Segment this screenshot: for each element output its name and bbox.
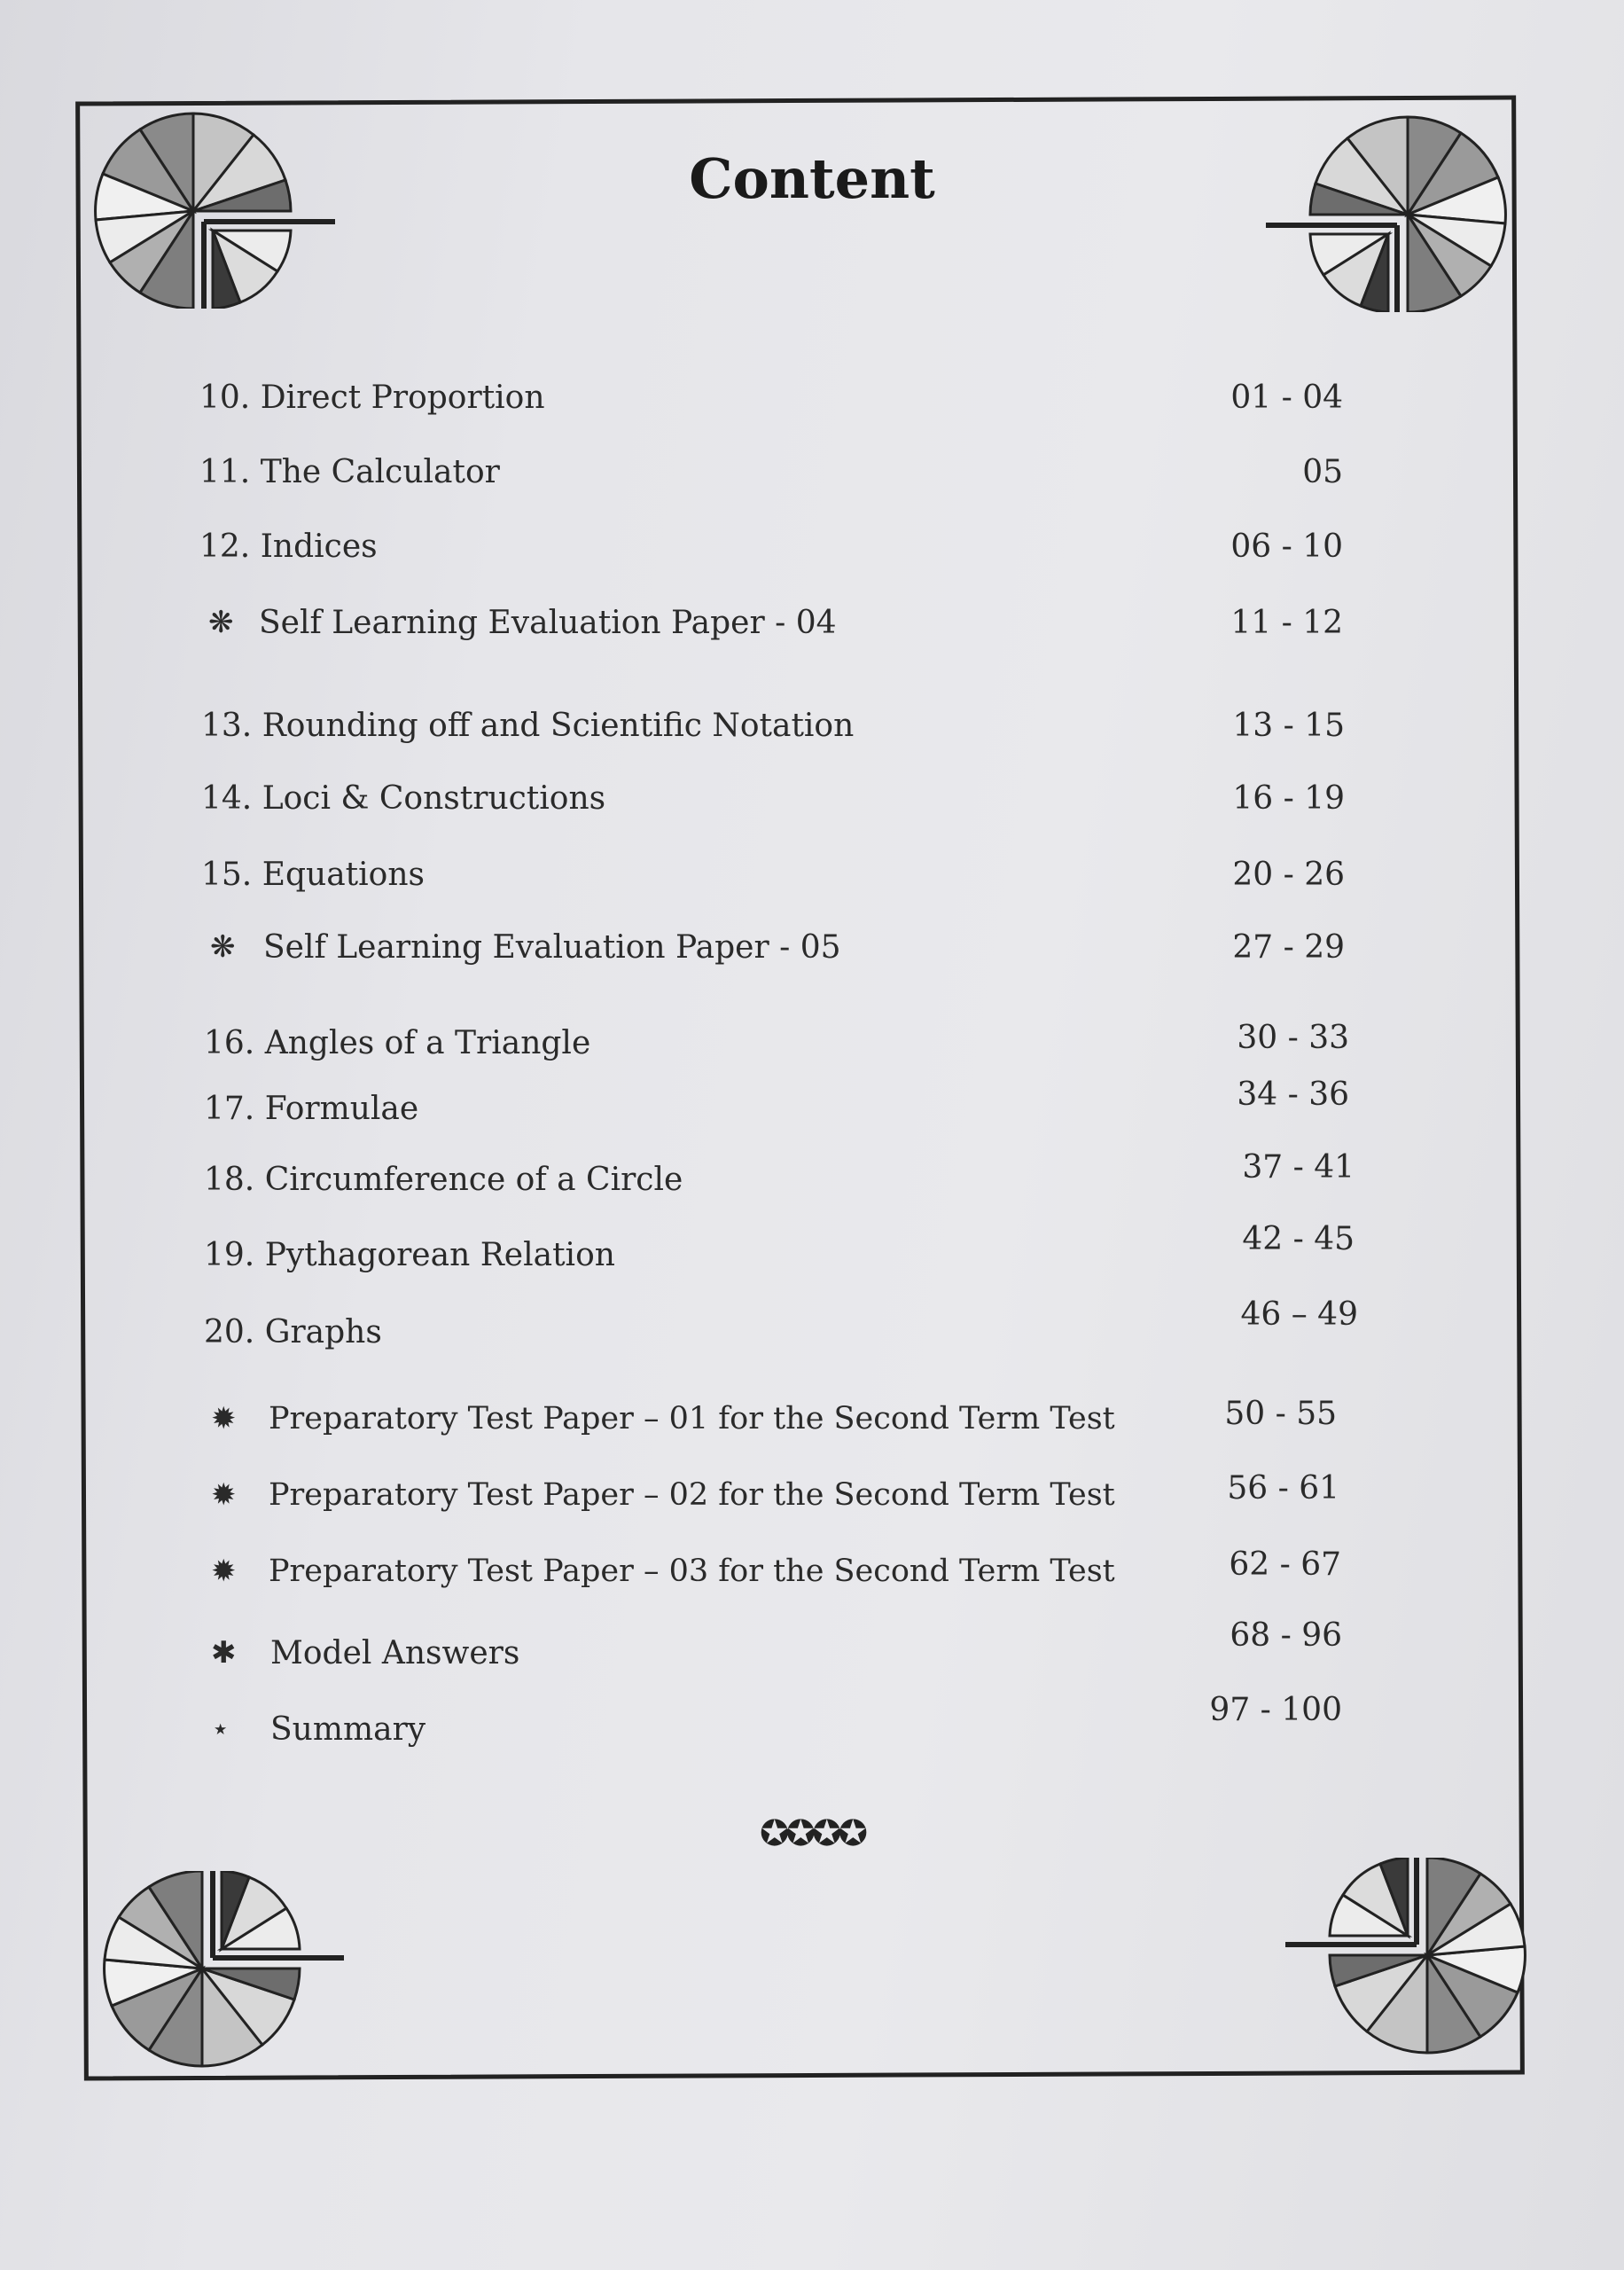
toc-entry-title: Preparatory Test Paper – 03 for the Second Term Test [269, 1554, 1115, 1589]
toc-entry [204, 1076, 1349, 1135]
toc-entry-title: Preparatory Test Paper – 01 for the Second Term Test [269, 1401, 1115, 1436]
toc-entry [201, 857, 1345, 901]
toc-entry-pages: 16 - 19 [1232, 780, 1345, 817]
toc-entry-pages: 11 - 12 [1230, 605, 1343, 641]
toc-entry-pages: 62 - 67 [1229, 1546, 1341, 1583]
toc-entry-title: 18. Circumference of a Circle [204, 1162, 683, 1198]
toc-entry-title: 11. The Calculator [199, 454, 500, 490]
bullet-icon: ✹ [211, 1477, 237, 1513]
toc-entry [201, 708, 1345, 752]
toc-entry-title: 15. Equations [201, 857, 425, 893]
toc-entry [204, 1221, 1355, 1281]
toc-entry [204, 1020, 1349, 1069]
toc-entry-title: 12. Indices [199, 528, 378, 565]
toc-entry [199, 380, 1343, 424]
toc-entry-pages: 56 - 61 [1227, 1470, 1339, 1507]
toc-entry [202, 1692, 1342, 1756]
toc-entry-pages: 27 - 29 [1232, 929, 1345, 966]
toc-entry-pages: 01 - 04 [1230, 380, 1343, 416]
toc-entry [202, 1546, 1341, 1598]
toc-entry-pages: 42 - 45 [1242, 1221, 1355, 1257]
toc-entry [204, 1296, 1358, 1358]
toc-entry-pages: 05 [1302, 454, 1343, 490]
toc-entry-pages: 50 - 55 [1224, 1396, 1337, 1432]
toc-entry-title: 16. Angles of a Triangle [204, 1025, 591, 1061]
toc-entry-title: Self Learning Evaluation Paper - 05 [263, 929, 841, 966]
toc-entry-title: Preparatory Test Paper – 02 for the Second Term Test [269, 1477, 1115, 1513]
corner-ornament-bottom-right-icon [1277, 1858, 1542, 2070]
toc-entry [199, 528, 1343, 573]
page-title: Content [689, 146, 935, 211]
bullet-icon: ❋ [210, 929, 236, 965]
toc-entry-pages: 34 - 36 [1237, 1076, 1349, 1113]
toc-entry-pages: 37 - 41 [1242, 1149, 1355, 1186]
toc-entry-title: 20. Graphs [204, 1314, 382, 1350]
bullet-icon: ✹ [211, 1554, 237, 1589]
toc-entry-title: 14. Loci & Constructions [201, 780, 606, 817]
toc-entry-pages: 30 - 33 [1237, 1020, 1349, 1056]
toc-entry [201, 780, 1345, 825]
toc-entry-pages: 97 - 100 [1209, 1692, 1342, 1728]
toc-entry [199, 605, 1343, 649]
toc-entry-pages: 46 – 49 [1240, 1296, 1358, 1333]
toc-entry-title: Model Answers [270, 1635, 520, 1671]
toc-entry-pages: 13 - 15 [1232, 708, 1345, 744]
bullet-icon: ✹ [211, 1401, 237, 1436]
toc-entry-pages: 20 - 26 [1232, 857, 1345, 893]
toc-entry-title: 10. Direct Proportion [199, 380, 545, 416]
bullet-icon: ❋ [208, 605, 234, 640]
toc-entry-title: 13. Rounding off and Scientific Notation [201, 708, 855, 744]
toc-entry [202, 1396, 1337, 1445]
toc-entry-title: 19. Pythagorean Relation [204, 1237, 615, 1273]
corner-ornament-bottom-left-icon [87, 1871, 353, 2084]
bullet-icon: ✱ [211, 1635, 237, 1671]
toc-entry [199, 454, 1343, 498]
toc-entry [204, 1149, 1355, 1206]
toc-entry [201, 929, 1345, 974]
bullet-icon: ⋆ [211, 1711, 230, 1747]
footer-ornament-icon: ✪✪✪✪ [759, 1813, 865, 1854]
toc-entry [202, 1470, 1339, 1522]
toc-entry-pages: 68 - 96 [1230, 1617, 1342, 1654]
toc-entry-pages: 06 - 10 [1230, 528, 1343, 565]
toc-entry [202, 1617, 1342, 1679]
toc-entry-title: Summary [270, 1711, 426, 1748]
toc-entry-title: 17. Formulae [204, 1091, 419, 1127]
toc-entry-title: Self Learning Evaluation Paper - 04 [259, 605, 837, 641]
